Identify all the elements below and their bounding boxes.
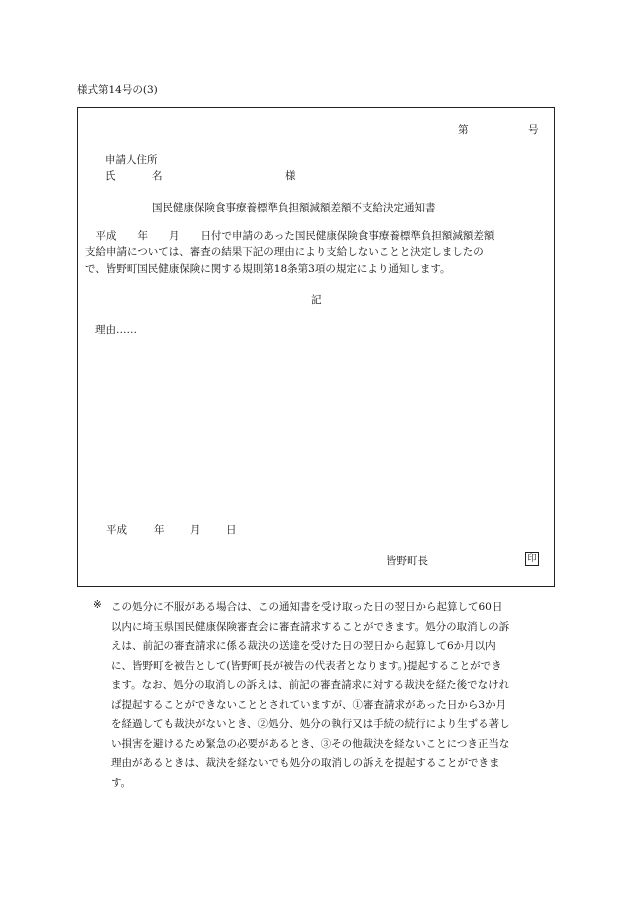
applicant-name-label-2: 名: [152, 170, 163, 182]
seal-stamp: 印: [525, 552, 539, 566]
note-line: に、皆野町を被告として(皆野町長が被告の代表者となります。)提起することができ: [111, 659, 502, 672]
note-line: えは、前記の審査請求に係る裁決の送達を受けた日の翌日から起算して6か月以内: [111, 640, 496, 652]
notice-body: [85, 228, 547, 277]
notice-frame: [77, 107, 555, 587]
appeal-note: [111, 598, 555, 793]
note-line: を経過しても裁決がないとき、②処分、処分の執行又は手続の続行により生ずる著し: [111, 718, 510, 730]
honorific: 様: [285, 170, 296, 182]
ki-heading: 記: [311, 294, 322, 306]
body-line: 平成 年 月 日付で申請のあった国民健康保険食事療養標準負担額減額差額: [85, 230, 495, 242]
note-line: 以内に埼玉県国民健康保険審査会に審査請求することができます。処分の取消しの訴: [111, 620, 510, 633]
document-title: 国民健康保険食事療養標準負担額減額差額不支給決定通知書: [152, 202, 436, 214]
note-line: い損害を避けるため緊急の必要があるとき、③その他裁決を経ないことにつき正当な: [111, 737, 510, 750]
date-era: 平成: [106, 524, 127, 536]
form-number: 様式第14号の(3): [77, 84, 158, 96]
note-mark: ※: [93, 599, 102, 611]
note-line: ます。なお、処分の取消しの訴えは、前記の審査請求に対する裁決を経た後でなけれ: [111, 679, 510, 691]
body-line: で、皆野町国民健康保険に関する規則第18条第3項の規定により通知します。: [85, 262, 451, 275]
note-line: す。: [111, 776, 132, 789]
date-day-label: 日: [226, 524, 237, 536]
note-line: この処分に不服がある場合は、この通知書を受け取った日の翌日から起算して60日: [111, 601, 503, 613]
note-line: 理由があるときは、裁決を経ないでも処分の取消しの訴えを提起することができま: [111, 757, 500, 769]
date-year-label: 年: [154, 524, 165, 536]
note-line: ば提起することができないこととされていますが、①審査請求があった日から3か月: [111, 698, 507, 711]
document-number-prefix: 第: [458, 124, 469, 136]
document-number-suffix: 号: [528, 124, 539, 136]
reason-label: 理由……: [95, 324, 137, 336]
body-line: 支給申請については、審査の結果下記の理由により支給しないことと決定しましたの: [85, 246, 484, 259]
issuer-name: 皆野町長: [386, 555, 428, 567]
date-month-label: 月: [190, 524, 201, 536]
applicant-address-label: 申請人住所: [105, 154, 158, 166]
applicant-name-label-1: 氏: [105, 170, 116, 182]
